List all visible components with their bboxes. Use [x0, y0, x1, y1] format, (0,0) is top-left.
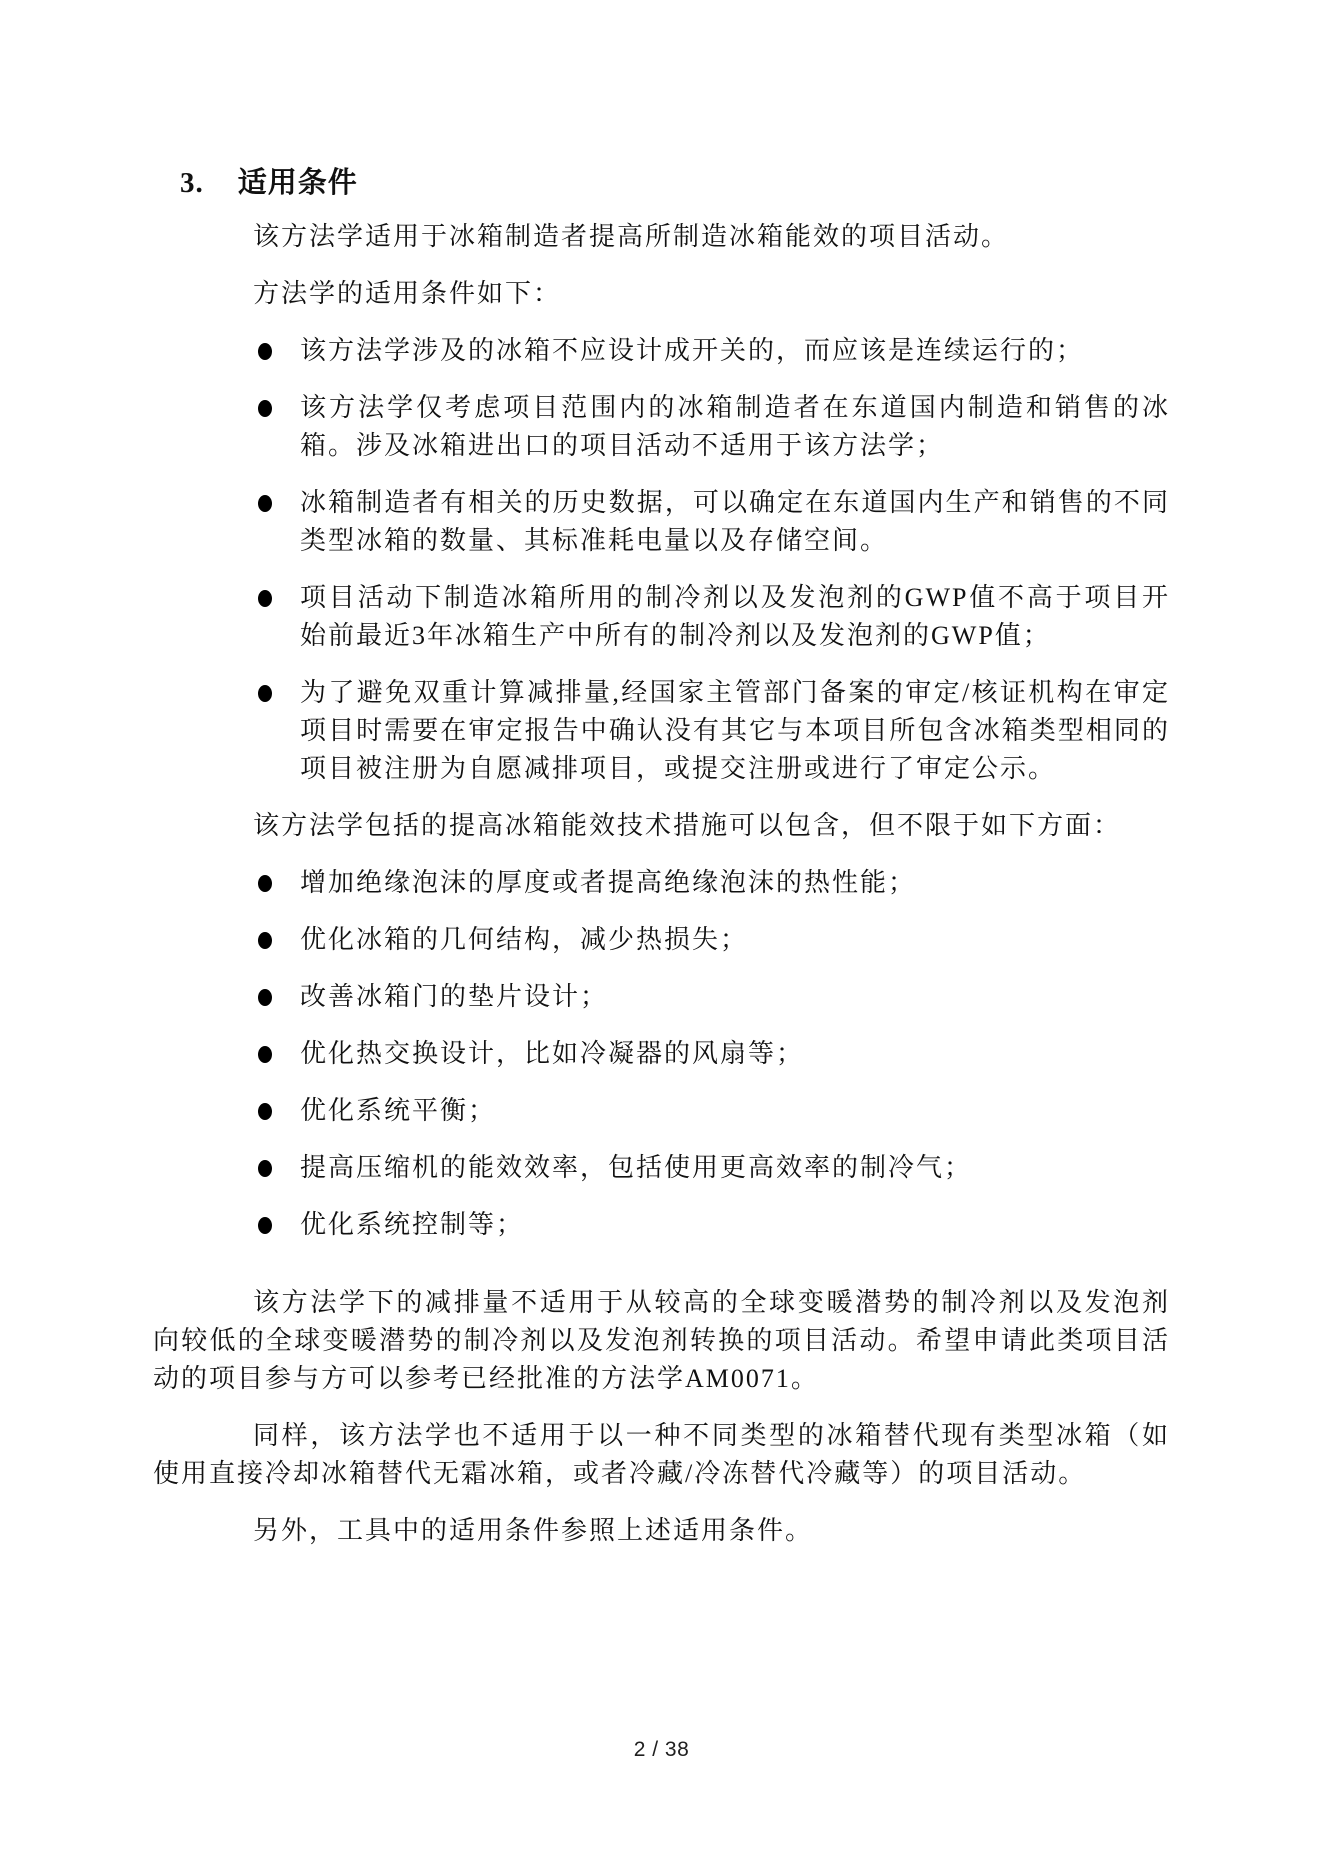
bullet-icon [258, 1046, 272, 1063]
closing-paragraph: 另外，工具中的适用条件参照上述适用条件。 [253, 1516, 814, 1545]
intro-paragraph: 该方法学适用于冰箱制造者提高所制造冰箱能效的项目活动。 [253, 222, 1010, 251]
measure-item [153, 1206, 1170, 1244]
condition-text: 该方法学涉及的冰箱不应设计成开关的，而应该是连续运行的； [300, 336, 1085, 365]
bullet-icon [258, 495, 272, 512]
condition-item [153, 389, 1170, 465]
condition-text: 项目活动下制造冰箱所用的制冷剂以及发泡剂的GWP值不高于项目开始前最近3年冰箱生产中所有的制冷剂以及发泡剂的GWP值； [300, 583, 1170, 650]
measure-text: 优化冰箱的几何结构，减少热损失； [300, 925, 749, 954]
measure-text: 优化热交换设计，比如冷凝器的风扇等； [300, 1039, 805, 1068]
condition-text: 为了避免双重计算减排量,经国家主管部门备案的审定/核证机构在审定项目时需要在审定报告中确认没有其它与本项目所包含冰箱类型相同的项目被注册为自愿减排项目，或提交注册或进行了审定公示。 [300, 678, 1170, 783]
conditions-lead: 方法学的适用条件如下： [253, 279, 562, 308]
section-number: 3. [180, 167, 204, 199]
bullet-icon [258, 400, 272, 417]
condition-text: 冰箱制造者有相关的历史数据，可以确定在东道国内生产和销售的不同类型冰箱的数量、其标准耗电量以及存储空间。 [300, 488, 1170, 555]
condition-item [153, 484, 1170, 560]
page-number: 2 / 38 [633, 1738, 690, 1761]
bullet-icon [258, 590, 272, 607]
bullet-icon [258, 875, 272, 892]
condition-item [153, 332, 1170, 370]
closing-paragraph: 同样，该方法学也不适用于以一种不同类型的冰箱替代现有类型冰箱（如使用直接冷却冰箱替代无霜冰箱，或者冷藏/冷冻替代冷藏等）的项目活动。 [153, 1421, 1170, 1488]
measures-lead: 该方法学包括的提高冰箱能效技术措施可以包含，但不限于如下方面： [253, 811, 1122, 840]
measure-item [153, 1092, 1170, 1130]
section-title: 适用条件 [237, 167, 358, 199]
measure-text: 提高压缩机的能效效率，包括使用更高效率的制冷气； [300, 1153, 973, 1182]
measure-text: 增加绝缘泡沫的厚度或者提高绝缘泡沫的热性能； [300, 868, 917, 897]
measure-item [153, 864, 1170, 902]
bullet-icon [258, 989, 272, 1006]
bullet-icon [258, 932, 272, 949]
measure-text: 优化系统控制等； [300, 1210, 525, 1239]
condition-item [153, 579, 1170, 655]
bullet-icon [258, 1217, 272, 1234]
section-heading [153, 164, 1170, 202]
measure-item [153, 978, 1170, 1016]
measure-item [153, 1149, 1170, 1187]
bullet-icon [258, 1103, 272, 1120]
bullet-icon [258, 685, 272, 702]
measure-text: 优化系统平衡； [300, 1096, 497, 1125]
condition-text: 该方法学仅考虑项目范围内的冰箱制造者在东道国内制造和销售的冰箱。涉及冰箱进出口的项目活动不适用于该方法学； [300, 393, 1170, 460]
measure-item [153, 921, 1170, 959]
measure-text: 改善冰箱门的垫片设计； [300, 982, 609, 1011]
bullet-icon [258, 343, 272, 360]
condition-item [153, 674, 1170, 788]
measure-item [153, 1035, 1170, 1073]
closing-paragraph: 该方法学下的减排量不适用于从较高的全球变暖潜势的制冷剂以及发泡剂向较低的全球变暖潜势的制冷剂以及发泡剂转换的项目活动。希望申请此类项目活动的项目参与方可以参考已经批准的方法学AM0071。 [153, 1288, 1170, 1393]
bullet-icon [258, 1160, 272, 1177]
